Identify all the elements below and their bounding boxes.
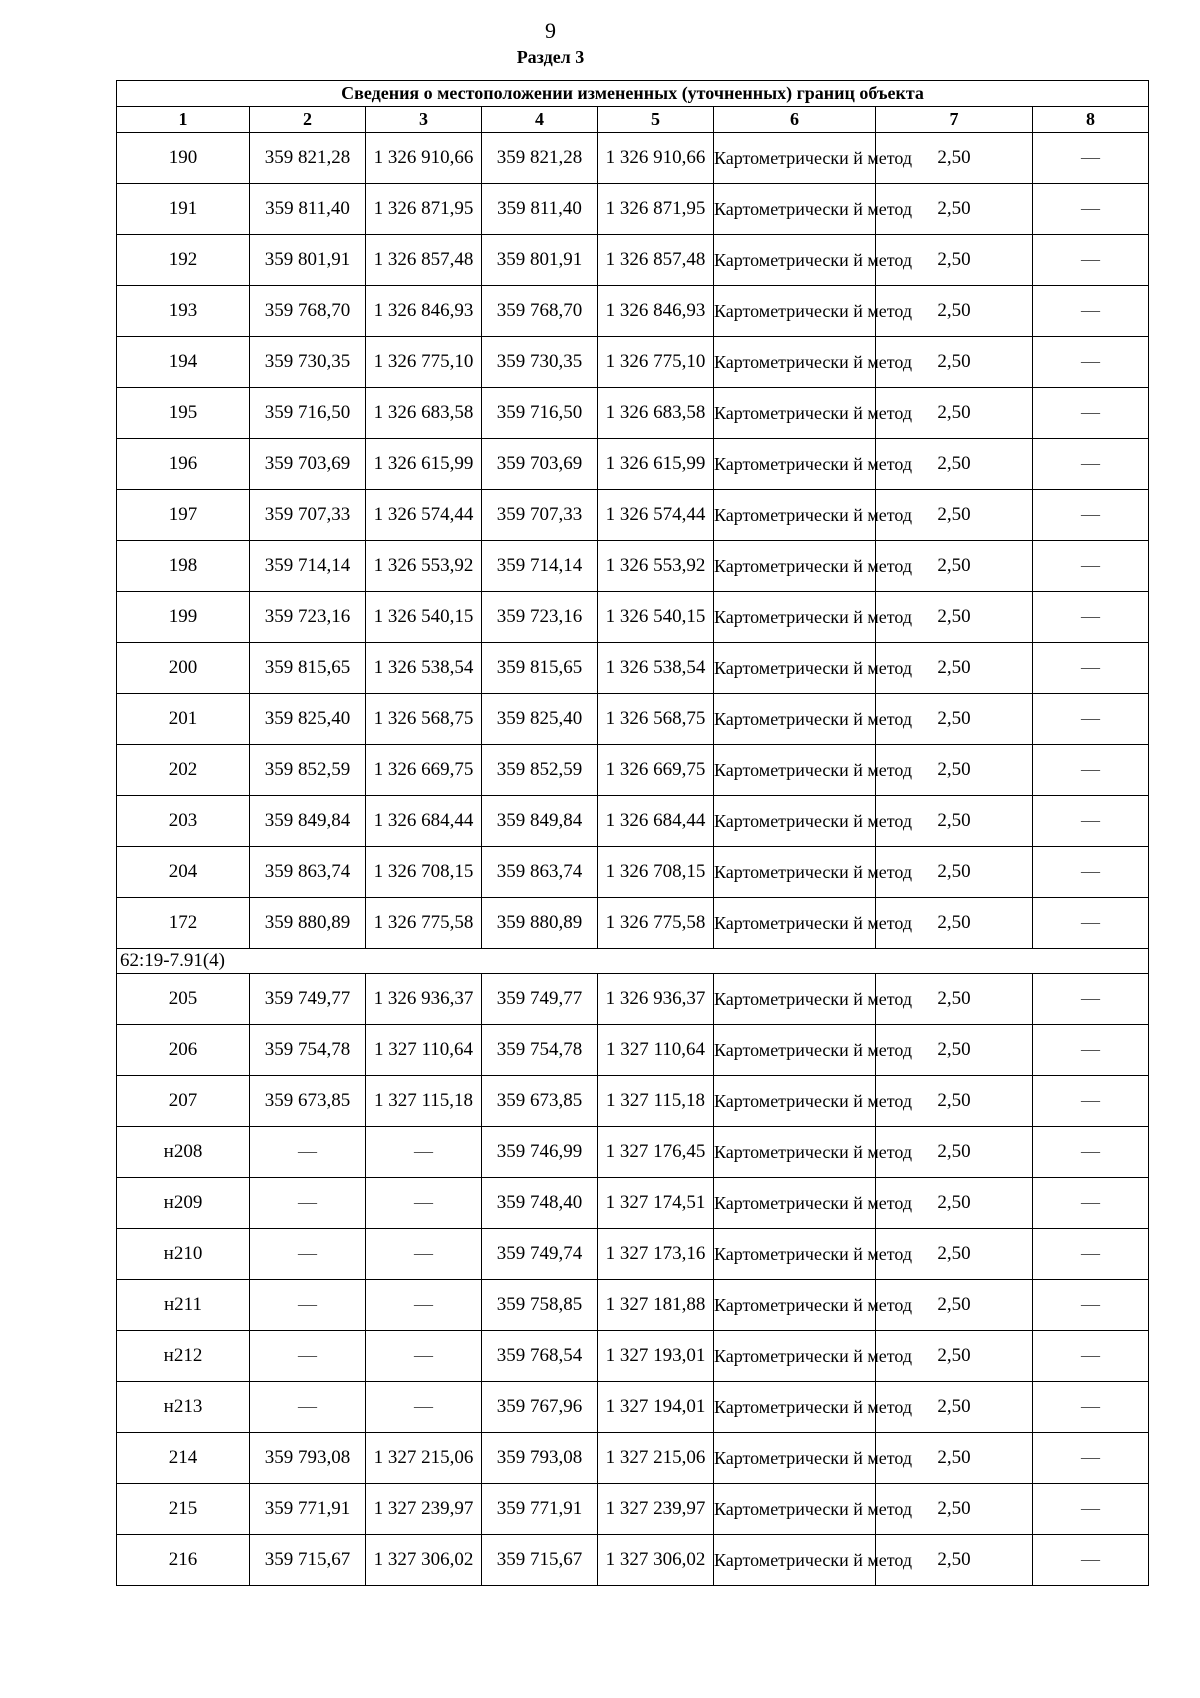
accuracy-cell: 2,50: [876, 1484, 1033, 1535]
method-cell: Картометрически й метод: [714, 796, 876, 847]
point-number-cell: 197: [117, 490, 250, 541]
old-x-cell: 359 793,08: [250, 1433, 366, 1484]
point-number-cell: н209: [117, 1178, 250, 1229]
accuracy-cell: 2,50: [876, 1076, 1033, 1127]
new-x-cell: 359 852,59: [482, 745, 598, 796]
method-cell: Картометрически й метод: [714, 1025, 876, 1076]
point-number-cell: 172: [117, 898, 250, 949]
method-cell: Картометрически й метод: [714, 898, 876, 949]
new-x-cell: 359 748,40: [482, 1178, 598, 1229]
new-x-cell: 359 758,85: [482, 1280, 598, 1331]
table-row: [117, 490, 1149, 541]
method-cell: Картометрически й метод: [714, 1280, 876, 1331]
accuracy-cell: 2,50: [876, 1535, 1033, 1586]
accuracy-cell: 2,50: [876, 974, 1033, 1025]
old-x-cell: 359 714,14: [250, 541, 366, 592]
column-number: 3: [366, 107, 482, 133]
accuracy-cell: 2,50: [876, 541, 1033, 592]
method-cell: Картометрически й метод: [714, 439, 876, 490]
point-number-cell: 202: [117, 745, 250, 796]
accuracy-cell: 2,50: [876, 796, 1033, 847]
method-cell: Картометрически й метод: [714, 1229, 876, 1280]
point-number-cell: 195: [117, 388, 250, 439]
table-row: [117, 1229, 1149, 1280]
old-y-cell: —: [366, 1331, 482, 1382]
point-number-cell: 205: [117, 974, 250, 1025]
table-row: [117, 1484, 1149, 1535]
method-cell: Картометрически й метод: [714, 1484, 876, 1535]
point-number-cell: 215: [117, 1484, 250, 1535]
old-y-cell: 1 326 857,48: [366, 235, 482, 286]
old-x-cell: 359 801,91: [250, 235, 366, 286]
description-cell: —: [1033, 847, 1149, 898]
point-number-cell: 194: [117, 337, 250, 388]
old-x-cell: 359 821,28: [250, 133, 366, 184]
table-row: [117, 235, 1149, 286]
old-x-cell: 359 825,40: [250, 694, 366, 745]
description-cell: —: [1033, 235, 1149, 286]
old-x-cell: —: [250, 1178, 366, 1229]
new-x-cell: 359 746,99: [482, 1127, 598, 1178]
old-y-cell: 1 327 239,97: [366, 1484, 482, 1535]
old-y-cell: 1 326 540,15: [366, 592, 482, 643]
new-x-cell: 359 771,91: [482, 1484, 598, 1535]
old-y-cell: 1 327 215,06: [366, 1433, 482, 1484]
table-row: [117, 1382, 1149, 1433]
new-y-cell: 1 326 568,75: [598, 694, 714, 745]
point-number-cell: 190: [117, 133, 250, 184]
method-cell: Картометрически й метод: [714, 286, 876, 337]
old-y-cell: 1 326 553,92: [366, 541, 482, 592]
accuracy-cell: 2,50: [876, 1280, 1033, 1331]
new-y-cell: 1 327 181,88: [598, 1280, 714, 1331]
description-cell: —: [1033, 286, 1149, 337]
old-x-cell: 359 849,84: [250, 796, 366, 847]
accuracy-cell: 2,50: [876, 235, 1033, 286]
description-cell: —: [1033, 745, 1149, 796]
point-number-cell: 199: [117, 592, 250, 643]
new-x-cell: 359 714,14: [482, 541, 598, 592]
table-row: [117, 1127, 1149, 1178]
description-cell: —: [1033, 1076, 1149, 1127]
method-cell: Картометрически й метод: [714, 694, 876, 745]
old-y-cell: 1 326 683,58: [366, 388, 482, 439]
old-x-cell: 359 703,69: [250, 439, 366, 490]
old-y-cell: 1 326 669,75: [366, 745, 482, 796]
old-y-cell: 1 326 775,58: [366, 898, 482, 949]
description-cell: —: [1033, 1535, 1149, 1586]
page-number: 9: [545, 18, 556, 43]
table-row: [117, 1076, 1149, 1127]
old-x-cell: 359 730,35: [250, 337, 366, 388]
description-cell: —: [1033, 1178, 1149, 1229]
accuracy-cell: 2,50: [876, 898, 1033, 949]
old-y-cell: —: [366, 1229, 482, 1280]
new-y-cell: 1 326 871,95: [598, 184, 714, 235]
method-cell: Картометрически й метод: [714, 337, 876, 388]
new-x-cell: 359 723,16: [482, 592, 598, 643]
table-row: [117, 898, 1149, 949]
old-y-cell: 1 326 708,15: [366, 847, 482, 898]
method-cell: Картометрически й метод: [714, 745, 876, 796]
point-number-cell: 201: [117, 694, 250, 745]
new-y-cell: 1 326 540,15: [598, 592, 714, 643]
new-x-cell: 359 707,33: [482, 490, 598, 541]
column-number: 5: [598, 107, 714, 133]
method-cell: Картометрически й метод: [714, 1382, 876, 1433]
point-number-cell: н208: [117, 1127, 250, 1178]
table-row: [117, 974, 1149, 1025]
description-cell: —: [1033, 974, 1149, 1025]
point-number-cell: н210: [117, 1229, 250, 1280]
old-x-cell: 359 754,78: [250, 1025, 366, 1076]
accuracy-cell: 2,50: [876, 1178, 1033, 1229]
old-x-cell: 359 673,85: [250, 1076, 366, 1127]
description-cell: —: [1033, 1331, 1149, 1382]
description-cell: —: [1033, 1280, 1149, 1331]
new-y-cell: 1 327 176,45: [598, 1127, 714, 1178]
new-y-cell: 1 326 936,37: [598, 974, 714, 1025]
new-y-cell: 1 326 775,10: [598, 337, 714, 388]
old-x-cell: 359 723,16: [250, 592, 366, 643]
new-y-cell: 1 326 708,15: [598, 847, 714, 898]
point-number-cell: н213: [117, 1382, 250, 1433]
point-number-cell: 200: [117, 643, 250, 694]
new-y-cell: 1 326 683,58: [598, 388, 714, 439]
accuracy-cell: 2,50: [876, 490, 1033, 541]
accuracy-cell: 2,50: [876, 1433, 1033, 1484]
description-cell: —: [1033, 337, 1149, 388]
new-x-cell: 359 821,28: [482, 133, 598, 184]
new-y-cell: 1 326 775,58: [598, 898, 714, 949]
new-y-cell: 1 326 574,44: [598, 490, 714, 541]
group-row: [117, 949, 1149, 974]
accuracy-cell: 2,50: [876, 286, 1033, 337]
point-number-cell: 214: [117, 1433, 250, 1484]
method-cell: Картометрически й метод: [714, 974, 876, 1025]
table-row: [117, 1331, 1149, 1382]
table-row: [117, 847, 1149, 898]
method-cell: Картометрически й метод: [714, 643, 876, 694]
point-number-cell: 216: [117, 1535, 250, 1586]
description-cell: —: [1033, 133, 1149, 184]
point-number-cell: н211: [117, 1280, 250, 1331]
new-y-cell: 1 327 173,16: [598, 1229, 714, 1280]
old-x-cell: 359 852,59: [250, 745, 366, 796]
accuracy-cell: 2,50: [876, 1025, 1033, 1076]
old-y-cell: 1 326 871,95: [366, 184, 482, 235]
method-cell: Картометрически й метод: [714, 184, 876, 235]
new-x-cell: 359 749,74: [482, 1229, 598, 1280]
table-row: [117, 133, 1149, 184]
new-x-cell: 359 730,35: [482, 337, 598, 388]
old-x-cell: 359 716,50: [250, 388, 366, 439]
description-cell: —: [1033, 490, 1149, 541]
table-row: [117, 1535, 1149, 1586]
old-x-cell: 359 811,40: [250, 184, 366, 235]
column-number: 2: [250, 107, 366, 133]
new-x-cell: 359 811,40: [482, 184, 598, 235]
method-cell: Картометрически й метод: [714, 388, 876, 439]
old-x-cell: —: [250, 1229, 366, 1280]
column-number: 7: [876, 107, 1033, 133]
old-y-cell: 1 327 115,18: [366, 1076, 482, 1127]
table-caption: Сведения о местоположении измененных (уточненных) границ объекта: [117, 81, 1149, 107]
table-row: [117, 388, 1149, 439]
description-cell: —: [1033, 592, 1149, 643]
old-x-cell: —: [250, 1280, 366, 1331]
description-cell: —: [1033, 643, 1149, 694]
description-cell: —: [1033, 694, 1149, 745]
old-y-cell: 1 327 110,64: [366, 1025, 482, 1076]
point-number-cell: 206: [117, 1025, 250, 1076]
table-row: [117, 541, 1149, 592]
description-cell: —: [1033, 388, 1149, 439]
description-cell: —: [1033, 1025, 1149, 1076]
point-number-cell: 204: [117, 847, 250, 898]
method-cell: Картометрически й метод: [714, 490, 876, 541]
point-number-cell: 192: [117, 235, 250, 286]
new-y-cell: 1 326 553,92: [598, 541, 714, 592]
old-x-cell: 359 715,67: [250, 1535, 366, 1586]
old-x-cell: 359 815,65: [250, 643, 366, 694]
new-x-cell: 359 768,70: [482, 286, 598, 337]
old-x-cell: 359 749,77: [250, 974, 366, 1025]
old-x-cell: 359 880,89: [250, 898, 366, 949]
old-y-cell: —: [366, 1178, 482, 1229]
new-x-cell: 359 825,40: [482, 694, 598, 745]
old-x-cell: —: [250, 1382, 366, 1433]
description-cell: —: [1033, 898, 1149, 949]
point-number-cell: 196: [117, 439, 250, 490]
method-cell: Картометрически й метод: [714, 1433, 876, 1484]
column-number: 8: [1033, 107, 1149, 133]
table-row: [117, 643, 1149, 694]
description-cell: —: [1033, 184, 1149, 235]
table-row: [117, 796, 1149, 847]
column-number-row: [117, 107, 1149, 133]
old-x-cell: 359 707,33: [250, 490, 366, 541]
point-number-cell: 198: [117, 541, 250, 592]
point-number-cell: н212: [117, 1331, 250, 1382]
accuracy-cell: 2,50: [876, 388, 1033, 439]
old-y-cell: 1 326 846,93: [366, 286, 482, 337]
method-cell: Картометрически й метод: [714, 1178, 876, 1229]
table-caption-row: [117, 81, 1149, 107]
column-number: 1: [117, 107, 250, 133]
accuracy-cell: 2,50: [876, 1382, 1033, 1433]
method-cell: Картометрически й метод: [714, 1127, 876, 1178]
method-cell: Картометрически й метод: [714, 1076, 876, 1127]
old-y-cell: —: [366, 1280, 482, 1331]
accuracy-cell: 2,50: [876, 133, 1033, 184]
description-cell: —: [1033, 541, 1149, 592]
new-y-cell: 1 326 615,99: [598, 439, 714, 490]
point-number-cell: 203: [117, 796, 250, 847]
old-y-cell: 1 326 910,66: [366, 133, 482, 184]
new-x-cell: 359 768,54: [482, 1331, 598, 1382]
new-y-cell: 1 326 669,75: [598, 745, 714, 796]
new-x-cell: 359 716,50: [482, 388, 598, 439]
point-number-cell: 191: [117, 184, 250, 235]
coordinates-table: [116, 80, 1149, 1586]
new-y-cell: 1 327 194,01: [598, 1382, 714, 1433]
accuracy-cell: 2,50: [876, 592, 1033, 643]
new-y-cell: 1 327 306,02: [598, 1535, 714, 1586]
table-row: [117, 592, 1149, 643]
table-body: [117, 133, 1149, 1586]
new-y-cell: 1 327 193,01: [598, 1331, 714, 1382]
table-row: [117, 184, 1149, 235]
accuracy-cell: 2,50: [876, 1331, 1033, 1382]
method-cell: Картометрически й метод: [714, 1535, 876, 1586]
description-cell: —: [1033, 1382, 1149, 1433]
table-row: [117, 745, 1149, 796]
old-y-cell: 1 326 684,44: [366, 796, 482, 847]
method-cell: Картометрически й метод: [714, 133, 876, 184]
accuracy-cell: 2,50: [876, 694, 1033, 745]
new-x-cell: 359 673,85: [482, 1076, 598, 1127]
description-cell: —: [1033, 1484, 1149, 1535]
method-cell: Картометрически й метод: [714, 592, 876, 643]
old-y-cell: 1 326 568,75: [366, 694, 482, 745]
new-y-cell: 1 327 110,64: [598, 1025, 714, 1076]
old-y-cell: 1 327 306,02: [366, 1535, 482, 1586]
new-x-cell: 359 863,74: [482, 847, 598, 898]
method-cell: Картометрически й метод: [714, 541, 876, 592]
new-y-cell: 1 327 215,06: [598, 1433, 714, 1484]
group-label: 62:19-7.91(4): [117, 949, 1149, 974]
new-x-cell: 359 793,08: [482, 1433, 598, 1484]
old-x-cell: —: [250, 1127, 366, 1178]
method-cell: Картометрически й метод: [714, 235, 876, 286]
old-y-cell: 1 326 574,44: [366, 490, 482, 541]
column-number: 6: [714, 107, 876, 133]
old-y-cell: 1 326 615,99: [366, 439, 482, 490]
accuracy-cell: 2,50: [876, 1229, 1033, 1280]
old-x-cell: 359 768,70: [250, 286, 366, 337]
table-row: [117, 1280, 1149, 1331]
new-x-cell: 359 703,69: [482, 439, 598, 490]
new-x-cell: 359 801,91: [482, 235, 598, 286]
accuracy-cell: 2,50: [876, 643, 1033, 694]
new-x-cell: 359 880,89: [482, 898, 598, 949]
new-y-cell: 1 326 538,54: [598, 643, 714, 694]
accuracy-cell: 2,50: [876, 1127, 1033, 1178]
new-x-cell: 359 849,84: [482, 796, 598, 847]
point-number-cell: 207: [117, 1076, 250, 1127]
accuracy-cell: 2,50: [876, 439, 1033, 490]
old-y-cell: 1 326 936,37: [366, 974, 482, 1025]
accuracy-cell: 2,50: [876, 337, 1033, 388]
accuracy-cell: 2,50: [876, 847, 1033, 898]
description-cell: —: [1033, 439, 1149, 490]
column-number: 4: [482, 107, 598, 133]
table-row: [117, 337, 1149, 388]
method-cell: Картометрически й метод: [714, 847, 876, 898]
new-x-cell: 359 715,67: [482, 1535, 598, 1586]
old-y-cell: 1 326 538,54: [366, 643, 482, 694]
table-row: [117, 1178, 1149, 1229]
old-x-cell: 359 863,74: [250, 847, 366, 898]
method-cell: Картометрически й метод: [714, 1331, 876, 1382]
description-cell: —: [1033, 1433, 1149, 1484]
new-y-cell: 1 326 846,93: [598, 286, 714, 337]
table-row: [117, 286, 1149, 337]
table-row: [117, 439, 1149, 490]
new-y-cell: 1 327 174,51: [598, 1178, 714, 1229]
table-row: [117, 1433, 1149, 1484]
new-y-cell: 1 326 857,48: [598, 235, 714, 286]
new-y-cell: 1 327 115,18: [598, 1076, 714, 1127]
accuracy-cell: 2,50: [876, 745, 1033, 796]
new-y-cell: 1 326 684,44: [598, 796, 714, 847]
new-x-cell: 359 815,65: [482, 643, 598, 694]
description-cell: —: [1033, 1229, 1149, 1280]
new-x-cell: 359 749,77: [482, 974, 598, 1025]
old-y-cell: —: [366, 1127, 482, 1178]
old-y-cell: —: [366, 1382, 482, 1433]
section-title: Раздел 3: [516, 47, 585, 67]
accuracy-cell: 2,50: [876, 184, 1033, 235]
new-x-cell: 359 767,96: [482, 1382, 598, 1433]
old-y-cell: 1 326 775,10: [366, 337, 482, 388]
table-row: [117, 1025, 1149, 1076]
new-y-cell: 1 326 910,66: [598, 133, 714, 184]
old-x-cell: —: [250, 1331, 366, 1382]
point-number-cell: 193: [117, 286, 250, 337]
old-x-cell: 359 771,91: [250, 1484, 366, 1535]
new-x-cell: 359 754,78: [482, 1025, 598, 1076]
description-cell: —: [1033, 796, 1149, 847]
description-cell: —: [1033, 1127, 1149, 1178]
table-row: [117, 694, 1149, 745]
new-y-cell: 1 327 239,97: [598, 1484, 714, 1535]
